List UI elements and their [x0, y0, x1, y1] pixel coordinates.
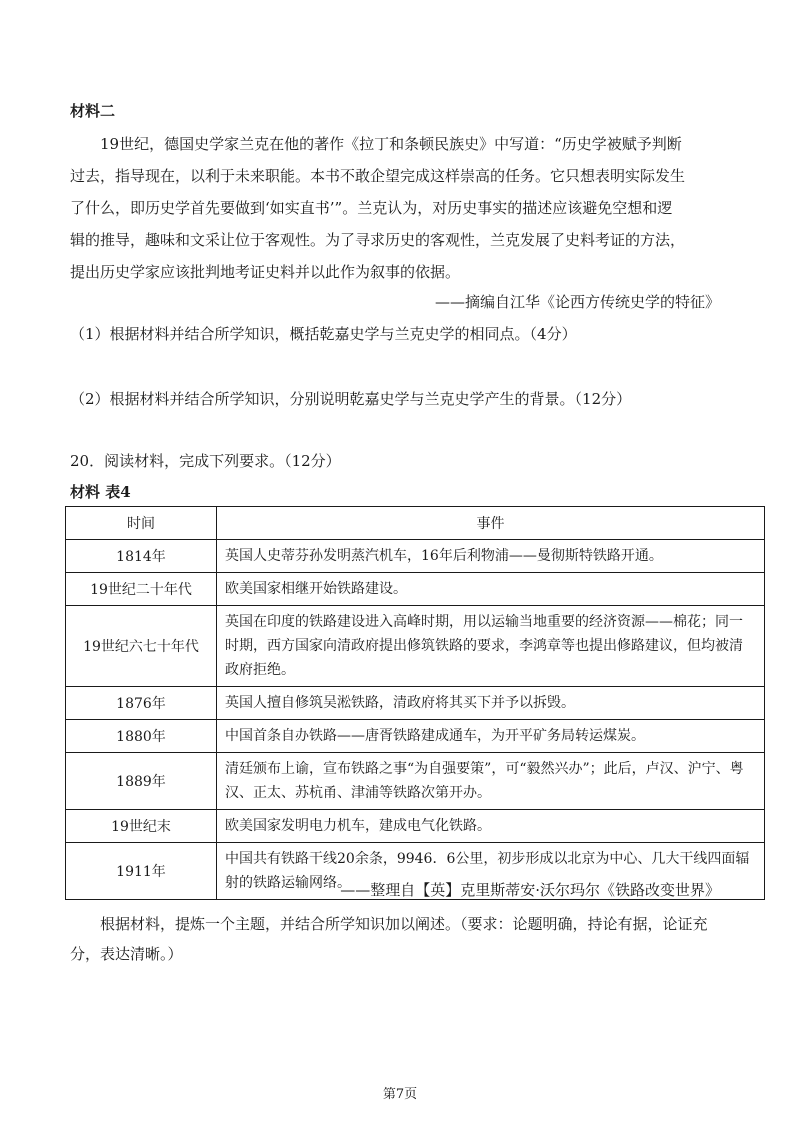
row-event: 欧美国家相继开始铁路建设。 [217, 573, 765, 606]
material-table-label: 材料 表4 [70, 483, 131, 501]
material-2-line: 了什么，即历史学首先要做到‘如实直书’”。兰克认为，对历史事实的描述应该避免空想和逻 [70, 199, 673, 217]
question-20-prompt: 根据材料，提炼一个主题，并结合所学知识加以阐述。（要求：论题明确，持论有据，论证充分，表达清晰。） [70, 915, 708, 963]
table-row [66, 573, 765, 606]
row-time: 1814年 [66, 540, 217, 573]
material-2-heading: 材料二 [70, 102, 116, 120]
row-event: 清廷颁布上谕，宣布铁路之事“为自强要策”，可“毅然兴办”；此后，卢汉、沪宁、粤汉、正太、苏杭甬、津浦等铁路次第开办。 [217, 753, 765, 810]
row-time: 19世纪二十年代 [66, 573, 217, 606]
row-event: 英国人擅自修筑吴淞铁路，清政府将其买下并予以拆毁。 [217, 687, 765, 720]
row-event: 欧美国家发明电力机车，建成电气化铁路。 [217, 810, 765, 843]
row-time: 1880年 [66, 720, 217, 753]
row-time: 1876年 [66, 687, 217, 720]
question-20-title: 20．阅读材料，完成下列要求。（12分） [70, 452, 341, 470]
material-2-line: 过去，指导现在，以利于未来职能。本书不敢企望完成这样崇高的任务。它只想表明实际发生 [70, 167, 686, 185]
header-time: 时间 [66, 507, 217, 540]
row-event: 中国首条自办铁路——唐胥铁路建成通车，为开平矿务局转运煤炭。 [217, 720, 765, 753]
row-time: 1911年 [66, 843, 217, 900]
table-row [66, 810, 765, 843]
table-row [66, 753, 765, 810]
table-row [66, 720, 765, 753]
material-2-line: 提出历史学家应该批判地考证史料并以此作为叙事的依据。 [70, 263, 461, 281]
row-time: 1889年 [66, 753, 217, 810]
header-event: 事件 [217, 507, 765, 540]
row-event: 英国人史蒂芬孙发明蒸汽机车，16年后利物浦——曼彻斯特铁路开通。 [217, 540, 765, 573]
page-number: 第7页 [382, 1087, 418, 1102]
material-2-line: 19世纪，德国史学家兰克在他的著作《拉丁和条顿民族史》中写道：“历史学被赋予判断 [100, 135, 682, 153]
table-source: ——整理自【英】克里斯蒂安·沃尔玛尔《铁路改变世界》 [340, 881, 720, 899]
row-time: 19世纪六七十年代 [66, 606, 217, 687]
question-1: （1）根据材料并结合所学知识，概括乾嘉史学与兰克史学的相同点。（4分） [70, 325, 577, 343]
material-2-source: ——摘编自江华《论西方传统史学的特征》 [434, 293, 720, 311]
table-row [66, 606, 765, 687]
railway-events-table [65, 506, 765, 900]
table-row [66, 687, 765, 720]
row-event: 中国共有铁路干线20余条，9946．6公里，初步形成以北京为中心、几大干线四面辐射的铁路运输网络。 [217, 843, 765, 900]
material-2-line: 辑的推导，趣味和文采让位于客观性。为了寻求历史的客观性，兰克发展了史料考证的方法， [70, 231, 686, 249]
table-row [66, 540, 765, 573]
row-time: 19世纪末 [66, 810, 217, 843]
question-2: （2）根据材料并结合所学知识，分别说明乾嘉史学与兰克史学产生的背景。（12分） [70, 390, 632, 408]
row-event: 英国在印度的铁路建设进入高峰时期，用以运输当地重要的经济资源——棉花；同一时期，西方国家向清政府提出修筑铁路的要求，李鸿章等也提出修路建议，但均被清政府拒绝。 [217, 606, 765, 687]
table-header-row [66, 507, 765, 540]
material-2-text [70, 128, 720, 288]
